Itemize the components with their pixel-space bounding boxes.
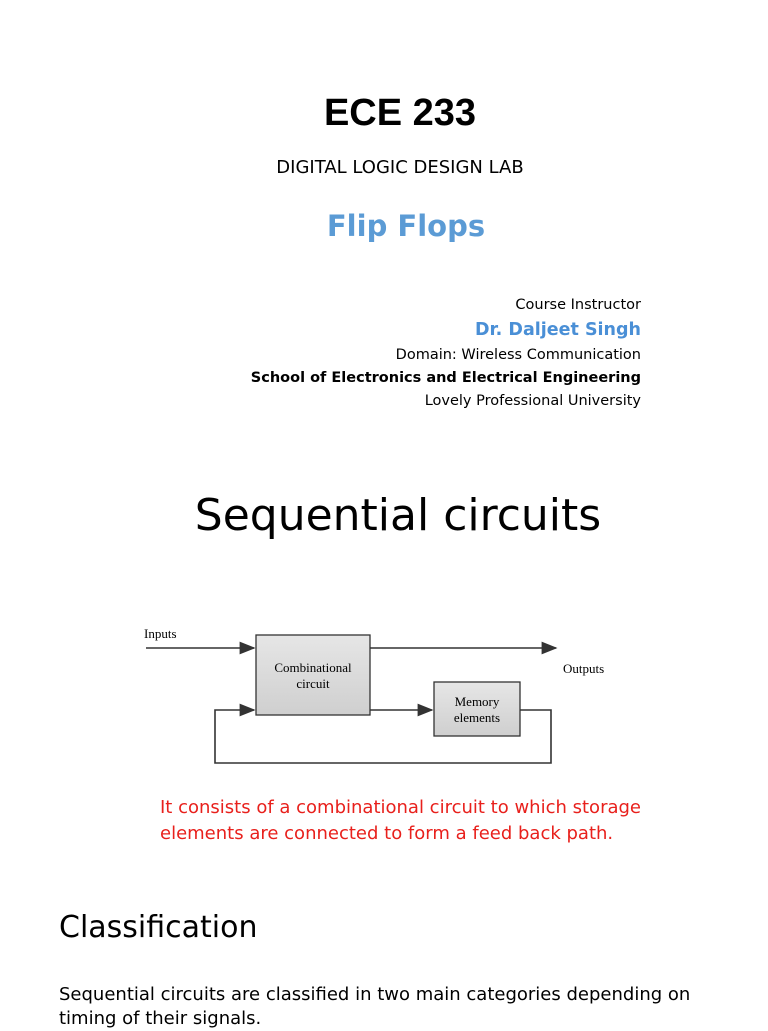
- lab-name: DIGITAL LOGIC DESIGN LAB: [276, 157, 524, 178]
- inputs-label: Inputs: [144, 626, 177, 641]
- comb-label-2: circuit: [296, 676, 330, 691]
- instructor-school: School of Electronics and Electrical Engineering: [250, 370, 641, 386]
- mem-label-1: Memory: [454, 694, 500, 709]
- instructor-role: Course Instructor: [515, 297, 641, 313]
- memory-elements-box: [434, 682, 520, 736]
- topic-title: Flip Flops: [326, 209, 486, 243]
- body-line-1: Sequential circuits are classified in two main categories depending on: [59, 984, 691, 1005]
- slide-title: Sequential circuits: [194, 490, 602, 541]
- course-code: ECE 233: [323, 92, 477, 134]
- instructor-block: [251, 294, 641, 413]
- caption-line-1: It consists of a combinational circuit to which storage: [160, 797, 641, 818]
- mem-label-2: elements: [453, 710, 501, 725]
- outputs-label: Outputs: [563, 661, 605, 676]
- instructor-domain: Domain: Wireless Communication: [395, 347, 641, 363]
- sequential-circuit-diagram: [140, 620, 620, 770]
- diagram-caption: [160, 795, 641, 847]
- combinational-circuit-box: [256, 635, 370, 715]
- section-heading: Classification: [59, 910, 258, 945]
- instructor-name: Dr. Daljeet Singh: [475, 320, 641, 340]
- body-line-2: timing of their signals.: [59, 1008, 262, 1029]
- instructor-university: Lovely Professional University: [424, 393, 641, 409]
- comb-label-1: Combinational: [274, 660, 352, 675]
- caption-line-2: elements are connected to form a feed back path.: [160, 823, 614, 844]
